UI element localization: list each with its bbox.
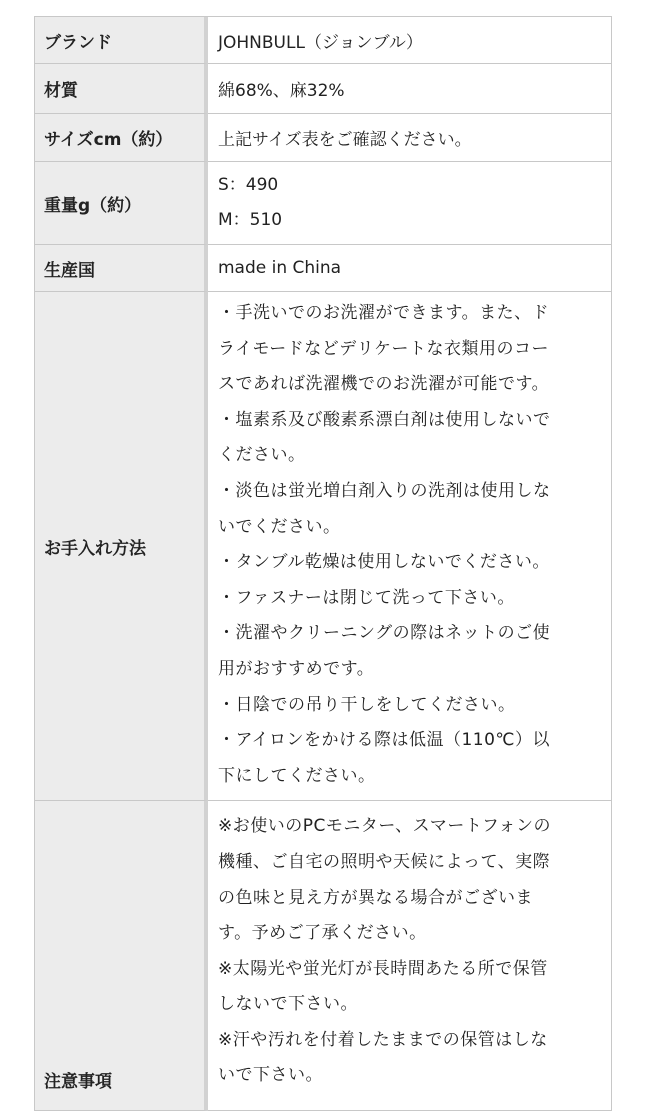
care-line: いでください。 xyxy=(218,516,341,537)
spec-value-size: 上記サイズ表をご確認ください。 xyxy=(208,114,612,162)
spec-row-origin xyxy=(35,245,612,292)
spec-row-size xyxy=(35,114,612,162)
spec-value-care xyxy=(208,292,612,801)
care-line: ・塩素系及び酸素系漂白剤は使用しないで xyxy=(218,409,551,430)
care-line: ・タンブル乾燥は使用しないでください。 xyxy=(218,552,550,573)
notes-line: の色味と見え方が異なる場合がございま xyxy=(218,887,533,908)
care-line: ・アイロンをかける際は低温（110℃）以 xyxy=(218,730,551,751)
notes-line: 機種、ご自宅の照明や天候によって、実際 xyxy=(218,851,551,872)
care-line: ・日陰での吊り干しをしてください。 xyxy=(218,694,516,715)
notes-line: ※お使いのPCモニター、スマートフォンの xyxy=(218,816,551,837)
spec-value-weight xyxy=(208,162,612,245)
care-line: ・淡色は蛍光増白剤入りの洗剤は使用しな xyxy=(218,480,551,501)
spec-row-weight xyxy=(35,162,612,245)
spec-value-origin: made in China xyxy=(208,245,612,292)
spec-label-material: 材質 xyxy=(35,64,208,114)
weight-line: S：490 xyxy=(218,175,279,195)
notes-line: しないで下さい。 xyxy=(218,994,358,1015)
care-line: ライモードなどデリケートな衣類用のコー xyxy=(218,338,549,359)
spec-label-notes: 注意事項 xyxy=(35,801,208,1111)
care-line: ・洗濯やクリーニングの際はネットのご使 xyxy=(218,623,551,644)
spec-row-material xyxy=(35,64,612,114)
spec-label-brand: ブランド xyxy=(35,17,208,64)
notes-line: いで下さい。 xyxy=(218,1065,323,1086)
care-line: ・ファスナーは閉じて洗って下さい。 xyxy=(218,587,515,608)
care-line: ・手洗いでのお洗濯ができます。また、ド xyxy=(218,303,550,323)
spec-value-brand: JOHNBULL（ジョンブル） xyxy=(208,17,612,64)
spec-label-size: サイズcm（約） xyxy=(35,114,208,162)
notes-line: ※太陽光や蛍光灯が長時間あたる所で保管 xyxy=(218,958,548,979)
spec-label-care: お手入れ方法 xyxy=(35,292,208,801)
weight-line: M：510 xyxy=(218,210,283,230)
spec-row-brand xyxy=(35,17,612,64)
care-line: ください。 xyxy=(218,445,306,466)
spec-label-weight: 重量g（約） xyxy=(35,162,208,245)
product-spec-table xyxy=(34,16,612,1111)
notes-line: ※汗や汚れを付着したままでの保管はしな xyxy=(218,1029,548,1050)
spec-row-care xyxy=(35,292,612,801)
notes-line: す。予めご了承ください。 xyxy=(218,923,427,944)
spec-value-notes xyxy=(208,801,612,1111)
spec-value-material: 綿68%、麻32% xyxy=(208,64,612,114)
spec-label-origin: 生産国 xyxy=(35,245,208,292)
spec-row-notes xyxy=(35,801,612,1111)
care-line: 下にしてください。 xyxy=(218,765,376,786)
care-line: スであれば洗濯機でのお洗濯が可能です。 xyxy=(218,374,550,395)
care-line: 用がおすすめです。 xyxy=(218,658,375,679)
